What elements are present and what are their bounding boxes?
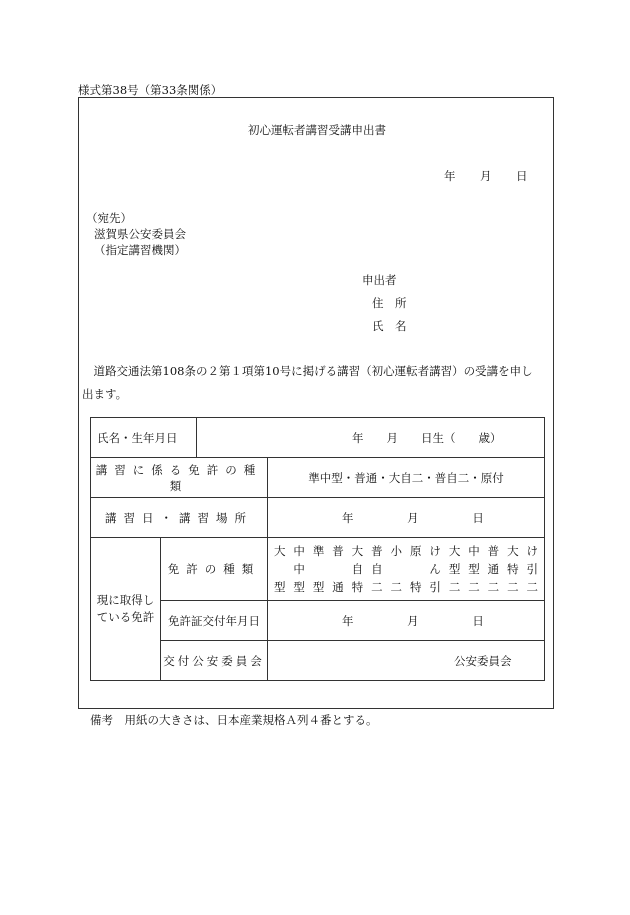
issue-date-label: 免許証交付年月日 (161, 601, 268, 641)
license-type-char: 引 (429, 580, 441, 594)
license-type-char: 型 (293, 580, 305, 594)
license-type-char: 準 (312, 544, 325, 558)
date-year: 年 (444, 169, 456, 183)
applicant-address: 住 所 (372, 296, 407, 310)
license-type-char (328, 560, 347, 578)
license-type-char: け (526, 544, 539, 558)
course-license-label: 講習に係る免許の種類 (91, 458, 268, 498)
license-type-char (270, 560, 289, 578)
held-license-group-label (91, 538, 161, 681)
license-type-char: 原 (409, 544, 422, 558)
course-year: 年 (342, 510, 354, 525)
license-type-char: 型 (312, 580, 325, 594)
issuing-commission-label: 交付公安委員会 (161, 641, 268, 681)
table-row (91, 458, 545, 498)
applicant-label: 申出者 (362, 273, 397, 287)
license-type-grid (268, 538, 545, 601)
addressee-label: （宛先） (86, 211, 132, 225)
license-type-char: 中 (468, 544, 480, 558)
issue-month: 月 (407, 613, 419, 628)
license-type-char: 二 (507, 580, 519, 594)
license-type-char: 通 (487, 562, 500, 576)
body-text-line2: 出ます。 (82, 387, 128, 401)
license-type-char: 特 (351, 580, 364, 594)
license-type-char: 通 (332, 580, 344, 594)
license-type-char (387, 560, 406, 578)
license-type-char: 普 (332, 544, 344, 558)
course-day: 日 (472, 510, 484, 525)
license-type-char: 引 (526, 562, 539, 576)
license-type-char: 二 (487, 580, 500, 594)
issue-day: 日 (472, 613, 484, 628)
course-month: 月 (407, 510, 419, 525)
license-type-char: 普 (487, 544, 500, 558)
body-text-line1: 道路交通法第108条の２第１項第10号に掲げる講習（初心運転者講習）の受講を申し (82, 364, 533, 378)
table-row (91, 418, 545, 458)
license-type-char: 二 (526, 580, 539, 594)
license-type-char: 自 (371, 562, 383, 576)
issuing-commission-value: 公安委員会 (268, 641, 545, 681)
license-type-char: 型 (468, 562, 480, 576)
license-type-char: 二 (371, 580, 383, 594)
license-type-char: 中 (293, 562, 305, 576)
held-license-label-line2: ている免許 (96, 610, 155, 624)
license-type-char: 二 (468, 580, 480, 594)
license-type-char: 中 (293, 544, 305, 558)
form-number: 様式第38号（第33条関係） (78, 83, 223, 97)
license-type-char: け (429, 544, 441, 558)
course-date-place-label: 講習日・講習場所 (91, 498, 268, 538)
held-license-label-line1: 現に取得し (96, 593, 155, 607)
name-birth-label: 氏名・生年月日 (91, 418, 197, 458)
form-title: 初心運転者講習受講申出書 (248, 123, 386, 137)
license-type-char: 型 (448, 562, 461, 576)
license-type-char: 大 (351, 544, 364, 558)
issue-year: 年 (342, 613, 354, 628)
license-type-char (309, 560, 328, 578)
license-type-char (406, 560, 425, 578)
course-date-value (268, 498, 545, 538)
license-type-char: 特 (409, 580, 422, 594)
license-type-char: ん (429, 562, 441, 576)
license-type-char: 普 (371, 544, 383, 558)
license-type-char: 大 (273, 544, 286, 558)
date-month: 月 (480, 169, 492, 183)
table-row (91, 498, 545, 538)
application-table (90, 417, 545, 681)
license-type-char: 小 (390, 544, 403, 558)
license-type-chars (268, 542, 544, 596)
license-type-label: 免許の種類 (161, 538, 268, 601)
license-type-char: 自 (351, 562, 364, 576)
license-type-char: 二 (390, 580, 403, 594)
name-birth-value: 年 月 日生（ 歳） (197, 418, 545, 458)
license-type-char: 型 (273, 580, 286, 594)
applicant-name: 氏 名 (372, 319, 407, 333)
license-type-char: 大 (448, 544, 461, 558)
license-type-char: 大 (507, 544, 519, 558)
addressee-name: 滋賀県公安委員会 (94, 227, 186, 241)
issue-date-value (268, 601, 545, 641)
course-license-value: 準中型・普通・大自二・普自二・原付 (268, 458, 545, 498)
table-row (91, 538, 545, 601)
addressee-alt: （指定講習機関） (94, 243, 186, 257)
remarks: 備考 用紙の大きさは、日本産業規格Ａ列４番とする。 (90, 713, 378, 727)
license-type-char: 特 (507, 562, 519, 576)
license-type-char: 二 (448, 580, 461, 594)
date-day: 日 (516, 169, 528, 183)
